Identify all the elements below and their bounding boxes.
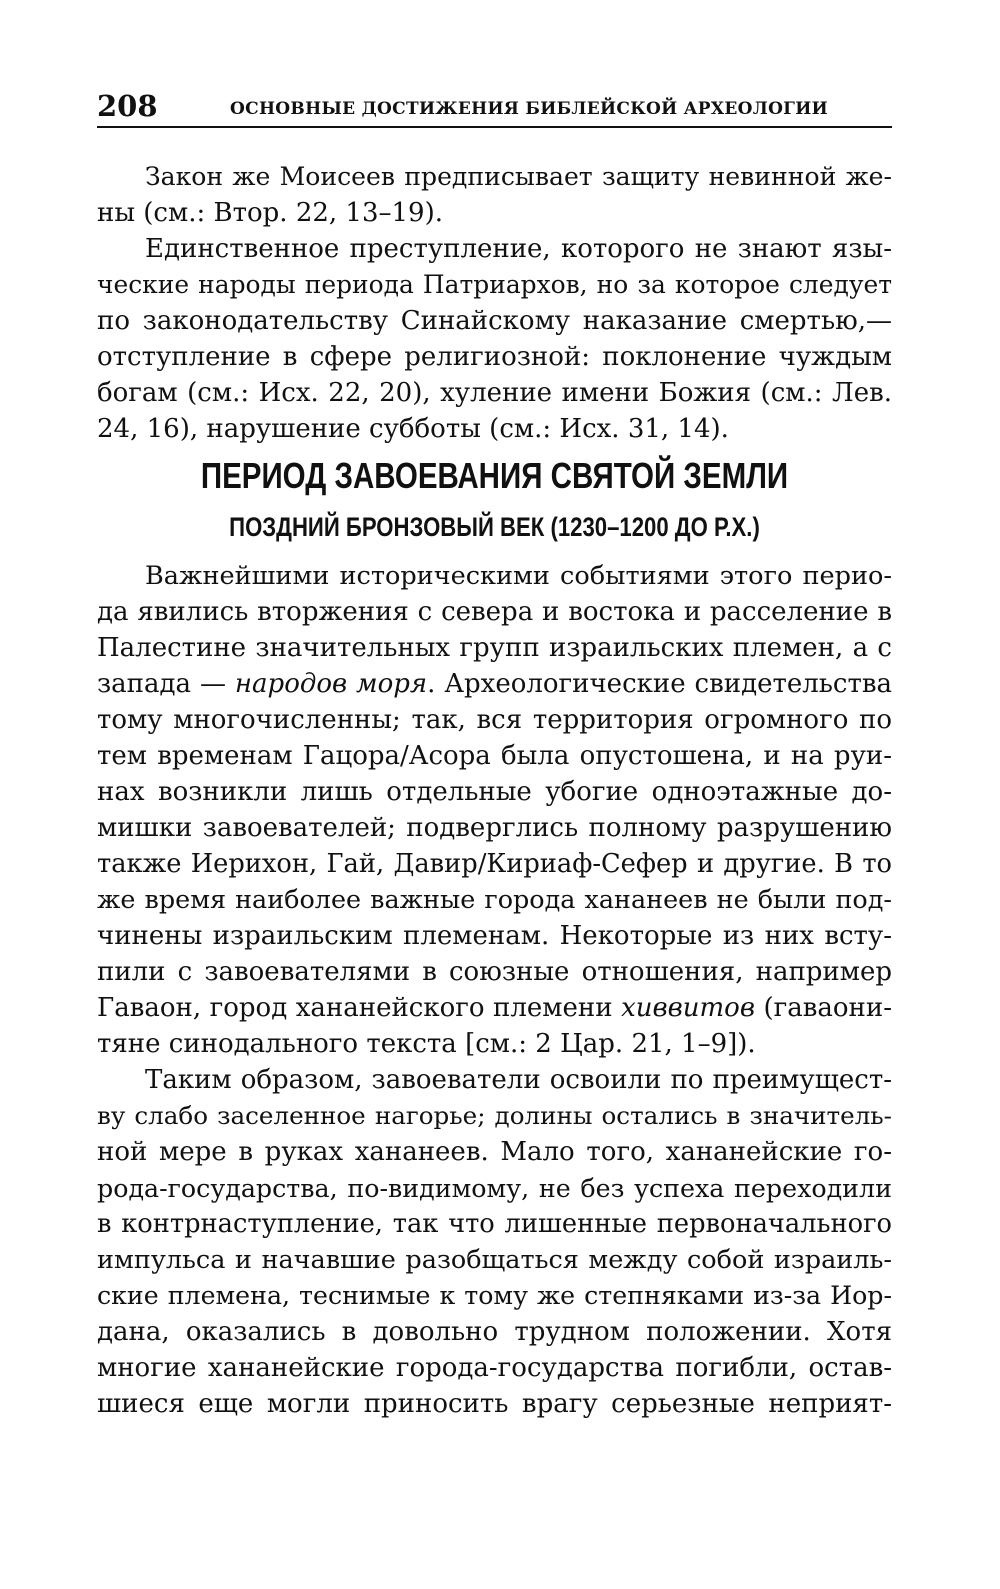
running-title: ОСНОВНЫЕ ДОСТИЖЕНИЯ БИБЛЕЙСКОЙ АРХЕОЛОГИИ <box>230 99 828 119</box>
text-line: чинены израильским племенам. Некоторые из них всту- <box>97 921 892 951</box>
text-line: тяне синодального текста [см.: 2 Цар. 21, 1–9]). <box>97 1029 756 1059</box>
text-line: шиеся еще могли приносить врагу серьезные неприят- <box>97 1389 892 1419</box>
text-line: импульса и начавшие разобщаться между собой израиль- <box>97 1245 892 1275</box>
italic-term: народов моря <box>234 669 428 699</box>
text-line: рода-государства, по-видимому, не без успеха переходили <box>97 1173 892 1203</box>
text-line: Закон же Моисеев предписывает защиту невинной же- <box>145 162 892 191</box>
text-span: Гаваон, город хананейского племени <box>97 993 622 1023</box>
page-number: 208 <box>97 89 158 123</box>
text-span: . Археологические свидетельства <box>427 669 892 699</box>
text-line: ной мере в руках хананеев. Мало того, хананейские го- <box>97 1137 892 1167</box>
text-line: ны (см.: Втор. 22, 13–19). <box>97 198 444 228</box>
text-line: да явились вторжения с севера и востока и расселение в <box>97 597 892 627</box>
section-title: ПЕРИОД ЗАВОЕВАНИЯ СВЯТОЙ ЗЕМЛИ <box>200 455 789 496</box>
page-header <box>97 86 892 130</box>
text-line: многие хананейские города-государства погибли, остав- <box>97 1353 892 1383</box>
text-line: также Иерихон, Гай, Давир/Кириаф-Сефер и другие. В то <box>97 849 892 879</box>
text-line <box>97 990 892 1026</box>
text-line: отступление в сфере религиозной: поклонение чуждым <box>97 342 892 372</box>
text-line: тем временам Гацора/Асора была опустошена, и на руи- <box>97 741 892 771</box>
text-line <box>97 666 892 702</box>
text-line: ские племена, теснимые к тому же степняками из-за Иор- <box>97 1281 892 1310</box>
text-line: же время наиболее важные города хананеев не были под- <box>97 885 892 915</box>
text-line: Важнейшими историческими событиями этого перио- <box>145 561 892 591</box>
text-line: в контрнаступление, так что лишенные первоначального <box>97 1209 892 1239</box>
text-line: ческие народы периода Патриархов, но за которое следует <box>97 270 892 299</box>
text-line: ву слабо заселенное нагорье; долины остались в значитель- <box>97 1101 892 1130</box>
text-line: Единственное преступление, которого не знают язы- <box>145 234 892 264</box>
text-line: Таким образом, завоеватели освоили по преимущест- <box>145 1065 892 1095</box>
text-line: богам (см.: Исх. 22, 20), хуление имени Божия (см.: Лев. <box>97 378 892 408</box>
text-line: тому многочисленны; так, вся территория огромного по <box>97 705 892 735</box>
text-line: по законодательству Синайскому наказание смертью,— <box>97 306 892 336</box>
text-line: нах возникли лишь отдельные убогие одноэтажные до- <box>97 777 892 807</box>
text-span: (гаваони- <box>754 993 892 1023</box>
header-rule <box>97 126 892 128</box>
text-line: дана, оказались в довольно трудном положении. Хотя <box>97 1317 892 1347</box>
text-line: мишки завоевателей; подверглись полному разрушению <box>97 813 892 843</box>
text-span: запада — <box>97 669 235 699</box>
section-subtitle: ПОЗДНИЙ БРОНЗОВЫЙ ВЕК (1230–1200 ДО Р.Х.) <box>229 512 760 542</box>
text-line: 24, 16), нарушение субботы (см.: Исх. 31, 14). <box>97 414 729 444</box>
text-line: Палестине значительных групп израильских племен, а с <box>97 633 892 663</box>
text-line: пили с завоевателями в союзные отношения, например <box>97 957 892 987</box>
italic-term: хиввитов <box>621 993 755 1023</box>
